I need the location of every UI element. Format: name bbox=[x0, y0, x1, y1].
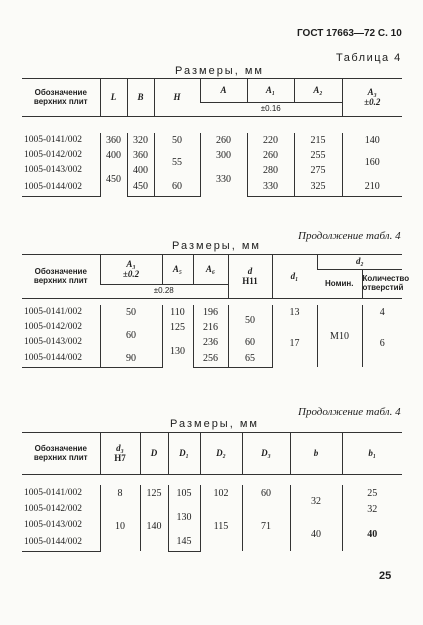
table-row: 1005-0141/002 bbox=[24, 134, 83, 145]
cell: 236 bbox=[193, 335, 228, 350]
col-A3: A₃ ±0.2 bbox=[100, 255, 162, 285]
col-d3: d₃ H7 bbox=[100, 433, 140, 475]
col-A5: A₅ bbox=[162, 255, 193, 285]
cell: 216 bbox=[193, 320, 228, 335]
cell: 32 bbox=[290, 485, 342, 517]
table-part-1 bbox=[22, 78, 402, 197]
col-L: L bbox=[100, 79, 127, 117]
cell: M10 bbox=[317, 305, 362, 367]
cell: 400 bbox=[127, 163, 154, 178]
cell: 60 bbox=[154, 178, 200, 197]
cell: 90 bbox=[100, 350, 162, 367]
col-d: d H11 bbox=[228, 255, 272, 299]
cell: 330 bbox=[247, 178, 294, 197]
cell: 260 bbox=[200, 133, 247, 148]
cell: 140 bbox=[342, 133, 402, 148]
cell: 125 bbox=[162, 320, 193, 335]
table-part-2 bbox=[22, 254, 410, 368]
page-header: ГОСТ 17663—72 С. 10 bbox=[297, 28, 402, 39]
table-row: 1005-0144/002 bbox=[22, 533, 100, 551]
cell: 360 bbox=[127, 148, 154, 163]
cell: 400 bbox=[100, 148, 127, 163]
col-b1: b₁ bbox=[342, 433, 402, 475]
cell: 300 bbox=[200, 148, 247, 163]
cell: 450 bbox=[127, 178, 154, 197]
col-b: b bbox=[290, 433, 342, 475]
cell: 145 bbox=[168, 533, 200, 551]
cell: 65 bbox=[228, 350, 272, 367]
col-designation: Обозначение верхних плит bbox=[22, 433, 100, 475]
col-A1: A₁ bbox=[247, 79, 294, 103]
page-number: 25 bbox=[379, 570, 392, 582]
cell: 210 bbox=[342, 178, 402, 197]
cell: 220 bbox=[247, 133, 294, 148]
cell: 50 bbox=[228, 305, 272, 335]
table-row: 1005-0143/002 bbox=[24, 164, 83, 175]
cell: 130 bbox=[162, 335, 193, 367]
col-designation: Обозначение верхних плит bbox=[22, 255, 100, 299]
table-row: 1005-0143/002 bbox=[24, 337, 83, 348]
col-nominal: Номин. bbox=[317, 270, 362, 299]
cell: 130 bbox=[168, 501, 200, 533]
cell: 320 bbox=[127, 133, 154, 148]
cell: 360 bbox=[100, 133, 127, 148]
cell: 4 bbox=[362, 305, 402, 320]
table-row: 1005-0142/002 bbox=[24, 149, 83, 160]
cell: 110 bbox=[162, 305, 193, 320]
cell: 125 bbox=[140, 485, 168, 501]
table-part-3 bbox=[22, 432, 402, 552]
col-H: H bbox=[154, 79, 200, 117]
cell: 55 bbox=[154, 148, 200, 178]
cell: 215 bbox=[294, 133, 342, 148]
cell: 40 bbox=[290, 517, 342, 551]
col-d2: d₂ bbox=[317, 255, 402, 270]
table-row: 1005-0143/002 bbox=[24, 519, 83, 530]
cell: 450 bbox=[100, 163, 127, 197]
cell: 325 bbox=[294, 178, 342, 197]
col-count: Количество отверстий bbox=[362, 270, 402, 299]
cell: 13 bbox=[272, 305, 317, 320]
cell: 255 bbox=[294, 148, 342, 163]
col-D1: D₁ bbox=[168, 433, 200, 475]
cell: 140 bbox=[140, 501, 168, 551]
units-caption-2: Размеры, мм bbox=[172, 240, 261, 252]
col-B: B bbox=[127, 79, 154, 117]
cell: 330 bbox=[200, 163, 247, 197]
cell: 50 bbox=[154, 133, 200, 148]
tolerance-group: ±0.28 bbox=[100, 285, 228, 299]
cell: 50 bbox=[100, 305, 162, 320]
col-D3: D₃ bbox=[242, 433, 290, 475]
units-caption-3: Размеры, мм bbox=[170, 418, 259, 430]
cell: 60 bbox=[228, 335, 272, 350]
table-row: 1005-0142/002 bbox=[24, 503, 83, 514]
table-row: 1005-0144/002 bbox=[22, 350, 100, 367]
col-A6: A₆ bbox=[193, 255, 228, 285]
table-row: 1005-0142/002 bbox=[24, 322, 83, 333]
col-A2: A₂ bbox=[294, 79, 342, 103]
cell: 160 bbox=[342, 148, 402, 178]
continuation-label-3: Продолжение табл. 4 bbox=[298, 406, 401, 418]
cell: 6 bbox=[362, 320, 402, 367]
cell: 60 bbox=[100, 320, 162, 350]
cell: 10 bbox=[100, 501, 140, 551]
col-D2: D₂ bbox=[200, 433, 242, 475]
cell: 196 bbox=[193, 305, 228, 320]
table-row: 1005-0141/002 bbox=[24, 307, 83, 318]
cell: 275 bbox=[294, 163, 342, 178]
cell: 102 bbox=[200, 485, 242, 501]
tolerance-group: ±0.16 bbox=[200, 103, 342, 117]
col-d1: d₁ bbox=[272, 255, 317, 299]
cell: 60 bbox=[242, 485, 290, 501]
cell: 8 bbox=[100, 485, 140, 501]
table-caption: Таблица 4 bbox=[336, 52, 402, 64]
cell: 25 bbox=[342, 485, 402, 501]
cell: 256 bbox=[193, 350, 228, 367]
cell: 32 bbox=[342, 501, 402, 517]
cell: 260 bbox=[247, 148, 294, 163]
col-D: D bbox=[140, 433, 168, 475]
cell: 115 bbox=[200, 501, 242, 551]
table-row: 1005-0144/002 bbox=[22, 178, 100, 197]
cell: 105 bbox=[168, 485, 200, 501]
col-A: A bbox=[200, 79, 247, 103]
table-row: 1005-0141/002 bbox=[24, 487, 83, 498]
cell: 17 bbox=[272, 320, 317, 367]
col-designation: Обозначение верхних плит bbox=[22, 79, 100, 117]
cell: 40 bbox=[342, 517, 402, 551]
continuation-label-2: Продолжение табл. 4 bbox=[298, 230, 401, 242]
cell: 71 bbox=[242, 501, 290, 551]
col-A3: A₃ ±0.2 bbox=[342, 79, 402, 117]
cell: 280 bbox=[247, 163, 294, 178]
units-caption-1: Размеры, мм bbox=[175, 65, 264, 77]
